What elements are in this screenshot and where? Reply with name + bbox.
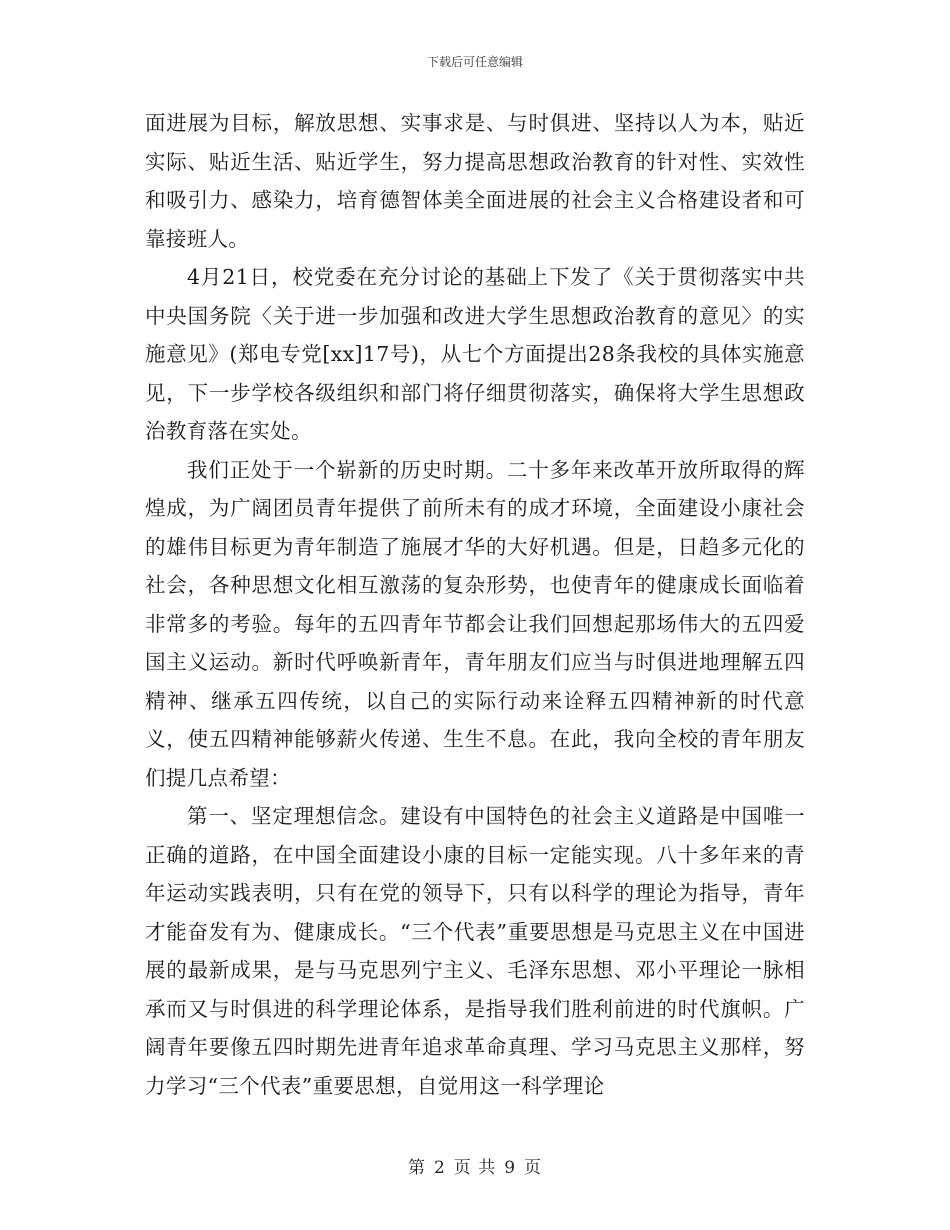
footer-middle: 页 共 [453,1158,497,1178]
page-footer [0,1153,950,1178]
footer-page-number: 2 [433,1158,446,1178]
page-header-note: 下载后可任意编辑 [426,55,523,69]
document-body [145,104,805,1105]
paragraph-implementation-opinion: 4月21日，校党委在充分讨论的基础上下发了《关于贯彻落实中共中央国务院〈关于进一步加强和改进大学生思想政治教育的意见〉的实施意见》(郑电专党[xx]17号)，从七个方面提出28条我校的具体实施意见，下一步学校各级组织和部门将仔细贯彻落实，确保将大学生思想政治教育落在实处。 [145,265,805,443]
paragraph-continuation: 面进展为目标，解放思想、实事求是、与时俱进、坚持以人为本，贴近实际、贴近生活、贴近学生，努力提高思想政治教育的针对性、实效性和吸引力、感染力，培育德智体美全面进展的社会主义合格建设者和可靠接班人。 [145,111,805,251]
footer-suffix: 页 [524,1158,543,1178]
paragraph-first-hope: 第一、坚定理想信念。建设有中国特色的社会主义道路是中国唯一正确的道路，在中国全面建设小康的目标一定能实现。八十多年来的青年运动实践表明，只有在党的领导下，只有以科学的理论为指导，青年才能奋发有为、健康成长。“三个代表”重要思想是马克思主义在中国进展的最新成果，是与马克思列宁主义、毛泽东思想、邓小平理论一脉相承而又与时俱进的科学理论体系，是指导我们胜利前进的时代旗帜。广阔青年要像五四时期先进青年追求革命真理、学习马克思主义那样，努力学习“三个代表”重要思想，自觉用这一科学理论 [145,804,805,1098]
paragraph-historical-period: 我们正处于一个崭新的历史时期。二十多年来改革开放所取得的辉煌成，为广阔团员青年提供了前所未有的成才环境，全面建设小康社会的雄伟目标更为青年制造了施展才华的大好机遇。但是，日趋多元化的社会，各种思想文化相互激荡的复杂形势，也使青年的健康成长面临着非常多的考验。每年的五四青年节都会让我们回想起那场伟大的五四爱国主义运动。新时代呼唤新青年，青年朋友们应当与时俱进地理解五四精神、继承五四传统，以自己的实际行动来诠释五四精神新的时代意义，使五四精神能够薪火传递、生生不息。在此，我向全校的青年朋友们提几点希望： [145,457,805,790]
footer-prefix: 第 [407,1158,426,1178]
footer-total-pages: 9 [504,1158,517,1178]
